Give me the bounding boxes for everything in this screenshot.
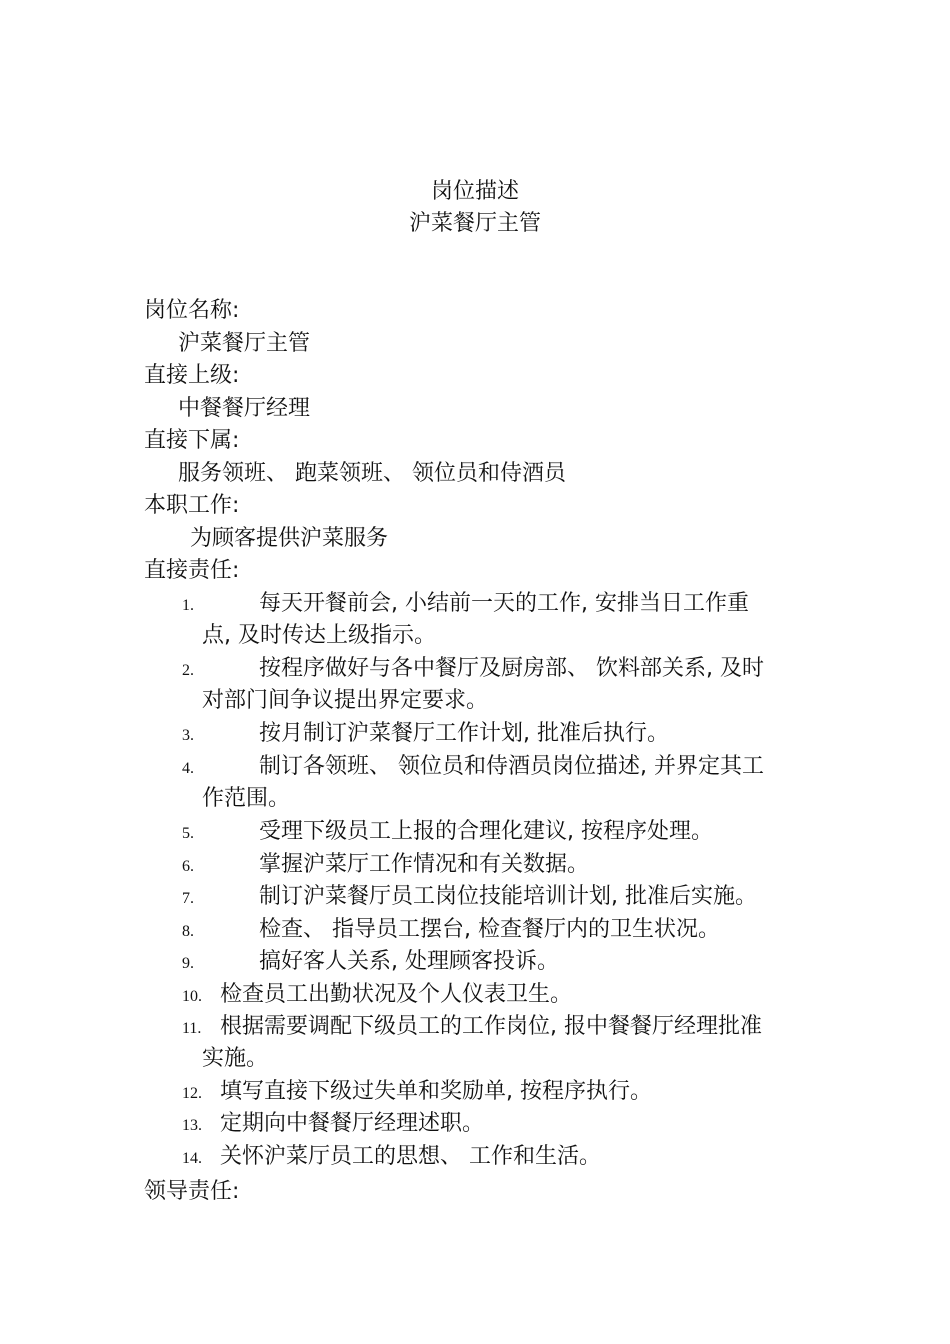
list-item-text: 检查员工出勤状况及个人仪表卫生。: [220, 982, 573, 1007]
list-item-number: 6.: [182, 858, 194, 875]
duty-label: 本职工作:: [144, 493, 240, 518]
list-item-text: 检查、 指导员工摆台, 检查餐厅内的卫生状况。: [259, 917, 720, 942]
list-item-number: 14.: [182, 1150, 202, 1167]
responsibility-label: 直接责任:: [144, 558, 240, 583]
position-label: 岗位名称:: [144, 298, 240, 323]
leadership-label: 领导责任:: [144, 1179, 240, 1204]
document-subtitle: 沪菜餐厅主管: [408, 211, 541, 236]
document-title: 岗位描述: [430, 179, 519, 204]
subordinate-value: 服务领班、 跑菜领班、 领位员和侍酒员: [178, 461, 566, 486]
list-item-continuation: 作范围。: [202, 786, 291, 811]
list-item-text: 每天开餐前会, 小结前一天的工作, 安排当日工作重: [259, 591, 749, 616]
list-item-text: 搞好客人关系, 处理顾客投诉。: [259, 949, 559, 974]
list-item-text: 制订沪菜餐厅员工岗位技能培训计划, 批准后实施。: [259, 884, 757, 909]
list-item-number: 10.: [182, 988, 202, 1005]
list-item-number: 3.: [182, 727, 194, 744]
list-item-text: 按程序做好与各中餐厅及厨房部、 饮料部关系, 及时: [259, 656, 764, 681]
list-item-text: 根据需要调配下级员工的工作岗位, 报中餐餐厅经理批准: [220, 1014, 762, 1039]
list-item-number: 7.: [182, 890, 194, 907]
list-item-number: 2.: [182, 662, 194, 679]
list-item-number: 13.: [182, 1117, 202, 1134]
list-item-number: 5.: [182, 825, 194, 842]
list-item-number: 9.: [182, 955, 194, 972]
list-item-text: 掌握沪菜厅工作情况和有关数据。: [259, 852, 590, 877]
list-item-number: 8.: [182, 923, 194, 940]
list-item-continuation: 实施。: [202, 1046, 269, 1071]
list-item-number: 4.: [182, 760, 194, 777]
list-item-text: 受理下级员工上报的合理化建议, 按程序处理。: [259, 819, 713, 844]
list-item-text: 制订各领班、 领位员和侍酒员岗位描述, 并界定其工: [259, 754, 764, 779]
list-item-text: 填写直接下级过失单和奖励单, 按程序执行。: [220, 1079, 652, 1104]
list-item-text: 关怀沪菜厅员工的思想、 工作和生活。: [220, 1144, 601, 1169]
list-item-text: 按月制订沪菜餐厅工作计划, 批准后执行。: [259, 721, 669, 746]
list-item-number: 1.: [182, 597, 194, 614]
subordinate-label: 直接下属:: [144, 428, 240, 453]
superior-value: 中餐餐厅经理: [178, 396, 311, 421]
list-item-number: 12.: [182, 1085, 202, 1102]
duty-value: 为顾客提供沪菜服务: [190, 526, 389, 551]
list-item-text: 定期向中餐餐厅经理述职。: [220, 1111, 485, 1136]
position-value: 沪菜餐厅主管: [178, 331, 311, 356]
superior-label: 直接上级:: [144, 363, 240, 388]
list-item-continuation: 对部门间争议提出界定要求。: [202, 688, 489, 713]
list-item-number: 11.: [182, 1020, 202, 1037]
list-item-continuation: 点, 及时传达上级指示。: [202, 623, 436, 648]
